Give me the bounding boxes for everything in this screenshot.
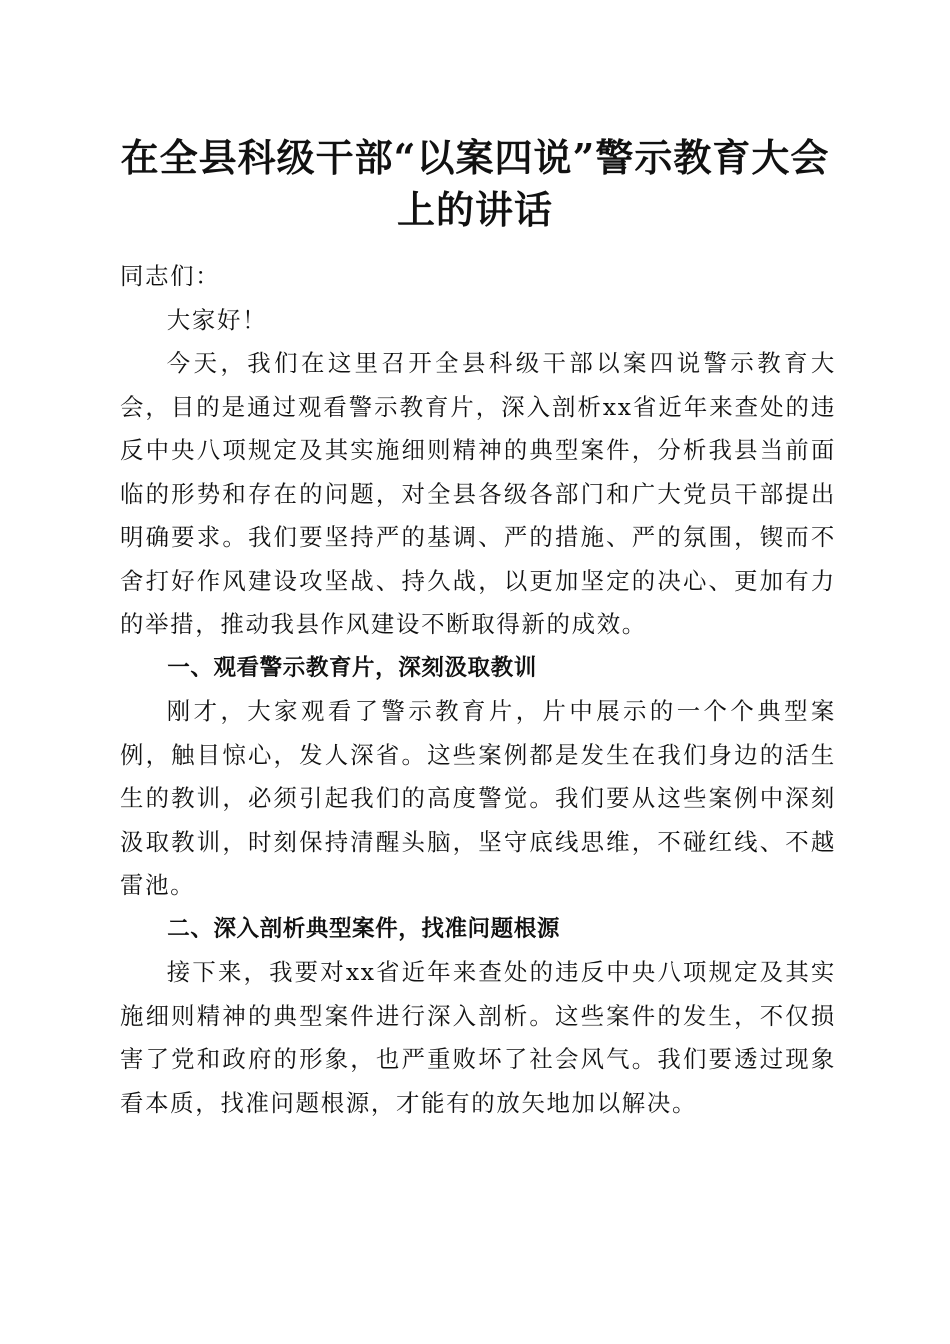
- section-paragraph-2: 接下来，我要对xx省近年来查处的违反中央八项规定及其实施细则精神的典型案件进行深入剖析。这些案件的发生，不仅损害了党和政府的形象，也严重败坏了社会风气。我们要透过现象看本质，找准问题根源，才能有的放矢地加以解决。: [120, 958, 836, 1117]
- document-body: [120, 255, 836, 1125]
- section-paragraph-1: 刚才，大家观看了警示教育片，片中展示的一个个典型案例，触目惊心，发人深省。这些案例都是发生在我们身边的活生生的教训，必须引起我们的高度警觉。我们要从这些案例中深刻汲取教训，时刻保持清醒头脑，坚守底线思维，不碰红线、不越雷池。: [120, 697, 836, 899]
- greeting: 大家好！: [166, 305, 268, 334]
- document-title: 在全县科级干部“以案四说”警示教育大会上的讲话: [120, 135, 830, 232]
- section-heading-1: 一、观看警示教育片，深刻汲取教训: [167, 654, 537, 681]
- salutation: 同志们：: [120, 262, 221, 290]
- intro-paragraph: 今天，我们在这里召开全县科级干部以案四说警示教育大会，目的是通过观看警示教育片，深入剖析xx省近年来查处的违反中央八项规定及其实施细则精神的典型案件，分析我县当前面临的形势和存在的问题，对全县各级各部门和广大党员干部提出明确要求。我们要坚持严的基调、严的措施、严的氛围，锲而不舍打好作风建设攻坚战、持久战，以更加坚定的决心、更加有力的举措，推动我县作风建设不断取得新的成效。: [120, 349, 836, 638]
- section-heading-2: 二、深入剖析典型案件，找准问题根源: [167, 915, 560, 942]
